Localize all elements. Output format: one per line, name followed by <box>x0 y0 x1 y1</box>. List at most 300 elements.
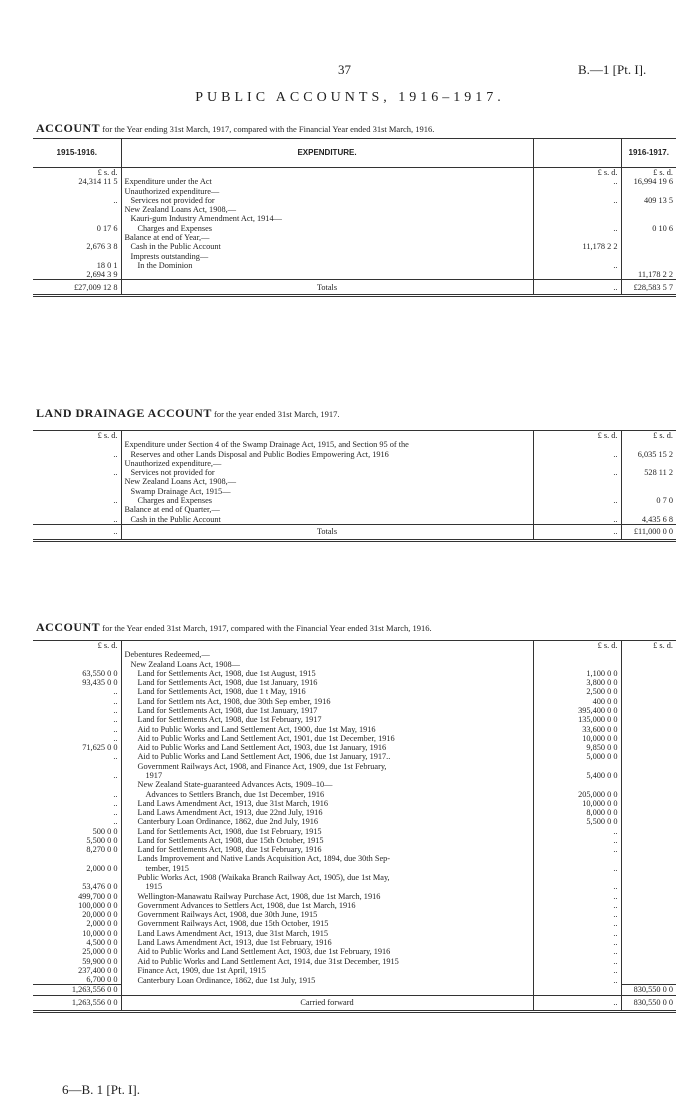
table-row <box>33 252 676 261</box>
table-row <box>33 706 676 715</box>
table-row <box>33 233 676 242</box>
table-row <box>33 817 676 826</box>
table-row <box>33 687 676 696</box>
row-description: Government Railways Act, 1908, and Finance Act, 1909, due 1st February, <box>121 762 533 771</box>
table-row <box>33 515 676 525</box>
amount-current-year <box>621 966 676 975</box>
amount-previous-year <box>33 780 121 789</box>
table-header-row <box>33 139 676 168</box>
amount-current-year <box>621 187 676 196</box>
amount-current-year <box>621 725 676 734</box>
amount-current-year <box>621 715 676 724</box>
land-drainage-heading-bold: LAND DRAINAGE ACCOUNT <box>36 406 212 420</box>
table-row <box>33 725 676 734</box>
table-row <box>33 468 676 477</box>
amount-current-year <box>621 882 676 891</box>
totals-label: Totals <box>121 524 533 540</box>
amount-detail: .. <box>533 864 621 873</box>
row-description: Aid to Public Works and Land Settlement Act, 1914, due 31st December, 1915 <box>121 957 533 966</box>
amount-detail <box>533 650 621 659</box>
row-description: Land Laws Amendment Act, 1913, due 22nd July, 1916 <box>121 808 533 817</box>
total-detail: .. <box>533 524 621 540</box>
amount-previous-year: 1,263,556 0 0 <box>33 985 121 995</box>
amount-detail: 8,000 0 0 <box>533 808 621 817</box>
header-year-left: 1915-1916. <box>33 139 121 168</box>
amount-detail: .. <box>533 468 621 477</box>
row-description: In the Dominion <box>121 261 533 270</box>
amount-current-year <box>621 854 676 863</box>
lsd-label-right: £ s. d. <box>621 431 676 441</box>
row-description: Charges and Expenses <box>121 224 533 233</box>
table-row <box>33 966 676 975</box>
amount-current-year <box>621 650 676 659</box>
amount-previous-year: .. <box>33 697 121 706</box>
totals-row <box>33 280 676 296</box>
amount-current-year: 528 11 2 <box>644 468 673 478</box>
table-row <box>33 771 676 780</box>
header-expenditure: EXPENDITURE. <box>121 139 533 168</box>
table-row <box>33 780 676 789</box>
table-row <box>33 836 676 845</box>
account2-heading-bold: ACCOUNT <box>36 620 101 634</box>
amount-current-year <box>621 687 676 696</box>
amount-current-year <box>621 836 676 845</box>
table-row <box>33 261 676 270</box>
amount-previous-year <box>33 477 121 486</box>
row-description: Land for Settlements Act, 1908, due 1st February, 1915 <box>121 827 533 836</box>
amount-detail: .. <box>533 196 621 205</box>
amount-current-year <box>621 477 676 486</box>
row-description: Land Laws Amendment Act, 1913, due 31st March, 1915 <box>121 929 533 938</box>
amount-current-year <box>621 790 676 799</box>
table-row <box>33 743 676 752</box>
amount-current-year <box>621 975 676 985</box>
row-description: Debentures Redeemed,— <box>121 650 533 659</box>
amount-detail: .. <box>533 496 621 505</box>
account1-heading-rest: for the Year ending 31st March, 1917, compared with the Financial Year ended 31st March, 1916. <box>102 124 435 134</box>
amount-current-year <box>621 901 676 910</box>
amount-detail: 9,850 0 0 <box>533 743 621 752</box>
table-row <box>33 205 676 214</box>
row-description: Land for Settlements Act, 1908, due 1 t May, 1916 <box>121 687 533 696</box>
totals-row <box>33 524 676 540</box>
amount-detail: .. <box>533 910 621 919</box>
row-description: Finance Act, 1909, due 1st April, 1915 <box>121 966 533 975</box>
amount-detail: .. <box>533 966 621 975</box>
table-row <box>33 270 676 280</box>
amount-current-year: 4,435 6 8 <box>641 514 673 524</box>
amount-previous-year: 71,625 0 0 <box>33 743 121 752</box>
table-row <box>33 650 676 659</box>
amount-previous-year: 2,000 0 0 <box>33 919 121 928</box>
amount-previous-year: 2,694 3 9 <box>33 270 121 280</box>
table-row <box>33 177 676 186</box>
lsd-label-mid: £ s. d. <box>533 431 621 441</box>
amount-current-year <box>621 892 676 901</box>
amount-previous-year: 20,000 0 0 <box>33 910 121 919</box>
row-description: New Zealand Loans Act, 1908— <box>121 660 533 669</box>
amount-previous-year: 499,700 0 0 <box>33 892 121 901</box>
amount-previous-year: 2,676 3 8 <box>33 242 121 251</box>
amount-detail: 10,000 0 0 <box>533 799 621 808</box>
amount-detail: .. <box>533 947 621 956</box>
amount-previous-year: .. <box>33 752 121 761</box>
amount-detail: .. <box>533 901 621 910</box>
table-row <box>33 697 676 706</box>
amount-detail <box>533 873 621 882</box>
amount-current-year <box>621 864 676 873</box>
amount-previous-year <box>33 252 121 261</box>
amount-detail <box>533 854 621 863</box>
amount-detail: .. <box>533 261 621 270</box>
row-description: Land for Settlem nts Act, 1908, due 30th Sep ember, 1916 <box>121 697 533 706</box>
amount-current-year <box>621 799 676 808</box>
lsd-header-row <box>33 641 676 651</box>
amount-previous-year <box>33 660 121 669</box>
amount-previous-year: .. <box>33 196 121 205</box>
amount-detail: 33,600 0 0 <box>533 725 621 734</box>
lsd-label-right: £ s. d. <box>653 168 673 177</box>
amount-previous-year: 0 17 6 <box>33 224 121 233</box>
account2-heading-rest: for the Year ended 31st March, 1917, compared with the Financial Year ended 31st March, 1916. <box>102 623 432 633</box>
amount-current-year <box>621 697 676 706</box>
amount-detail: .. <box>533 515 621 525</box>
row-description: Balance at end of Quarter,— <box>121 505 533 514</box>
row-description <box>121 985 533 995</box>
amount-previous-year <box>33 854 121 863</box>
amount-previous-year: 18 0 1 <box>33 261 121 270</box>
amount-current-year <box>621 845 676 854</box>
amount-detail <box>533 205 621 214</box>
amount-previous-year: .. <box>33 515 121 525</box>
amount-current-year <box>621 660 676 669</box>
table-row <box>33 660 676 669</box>
table-row <box>33 892 676 901</box>
totals-label: Totals <box>121 280 533 296</box>
amount-current-year <box>621 919 676 928</box>
account1-heading <box>36 121 434 136</box>
row-description: Land for Settlements Act, 1908, due 1st January, 1917 <box>121 706 533 715</box>
account1-table <box>33 138 676 297</box>
amount-detail <box>533 780 621 789</box>
row-description: Swamp Drainage Act, 1915— <box>121 487 533 496</box>
amount-previous-year: 5,500 0 0 <box>33 836 121 845</box>
total-previous-year: .. <box>33 524 121 540</box>
table-row <box>33 505 676 514</box>
amount-detail <box>533 270 621 280</box>
page-title: PUBLIC ACCOUNTS, 1916–1917. <box>195 90 505 105</box>
table-row <box>33 440 676 449</box>
row-description: Reserves and other Lands Disposal and Public Bodies Empowering Act, 1916 <box>121 450 533 459</box>
row-description: Unauthorized expenditure,— <box>121 459 533 468</box>
amount-previous-year: .. <box>33 450 121 459</box>
table-row <box>33 790 676 799</box>
row-description: New Zealand Loans Act, 1908,— <box>121 477 533 486</box>
row-description: Wellington-Manawatu Railway Purchase Act, 1908, due 1st March, 1916 <box>121 892 533 901</box>
table-row <box>33 910 676 919</box>
amount-current-year <box>621 242 676 251</box>
row-description: Aid to Public Works and Land Settlement Act, 1906, due 1st January, 1917.. <box>121 752 533 761</box>
amount-detail: 205,000 0 0 <box>533 790 621 799</box>
amount-current-year <box>621 734 676 743</box>
row-description: 1917 <box>121 771 533 780</box>
table-row <box>33 224 676 233</box>
amount-current-year <box>621 678 676 687</box>
amount-previous-year: 237,400 0 0 <box>33 966 121 975</box>
account2-table <box>33 640 676 1013</box>
amount-previous-year <box>33 650 121 659</box>
amount-detail <box>533 214 621 223</box>
amount-current-year <box>621 808 676 817</box>
row-description: Land for Settlements Act, 1908, due 1st February, 1917 <box>121 715 533 724</box>
amount-detail: .. <box>533 827 621 836</box>
amount-current-year <box>621 440 676 449</box>
table-row <box>33 214 676 223</box>
amount-previous-year: 53,476 0 0 <box>33 882 121 891</box>
row-description: Kauri-gum Industry Amendment Act, 1914— <box>121 214 533 223</box>
amount-current-year <box>621 261 676 270</box>
amount-current-year <box>621 505 676 514</box>
header-blank <box>533 139 621 168</box>
amount-detail: 10,000 0 0 <box>533 734 621 743</box>
amount-previous-year <box>33 233 121 242</box>
row-description: Canterbury Loan Ordinance, 1862, due 2nd July, 1916 <box>121 817 533 826</box>
amount-current-year: 6,035 15 2 <box>637 449 673 459</box>
amount-previous-year: .. <box>33 725 121 734</box>
table-row <box>33 929 676 938</box>
amount-detail: 3,800 0 0 <box>533 678 621 687</box>
lsd-label-left: £ s. d. <box>33 168 121 178</box>
amount-current-year <box>621 669 676 678</box>
amount-detail: 5,400 0 0 <box>533 771 621 780</box>
row-description: New Zealand Loans Act, 1908,— <box>121 205 533 214</box>
row-description: Aid to Public Works and Land Settlement Act, 1900, due 1st May, 1916 <box>121 725 533 734</box>
amount-previous-year <box>33 873 121 882</box>
amount-previous-year <box>33 440 121 449</box>
total-current-year: £11,000 0 0 <box>621 524 676 540</box>
table-row <box>33 734 676 743</box>
amount-previous-year: .. <box>33 790 121 799</box>
amount-detail: .. <box>533 892 621 901</box>
table-row <box>33 854 676 863</box>
amount-current-year <box>621 487 676 496</box>
table-row <box>33 242 676 251</box>
header-year-right: 1916-1917. <box>621 139 676 168</box>
amount-detail <box>533 762 621 771</box>
table-row <box>33 477 676 486</box>
amount-current-year <box>621 873 676 882</box>
page-footer: 6—B. 1 [Pt. I]. <box>62 1082 140 1097</box>
amount-current-year <box>621 762 676 771</box>
amount-previous-year: .. <box>33 687 121 696</box>
table-row <box>33 845 676 854</box>
lsd-label-mid: £ s. d. <box>533 168 621 178</box>
totals-row <box>33 995 676 1011</box>
amount-detail <box>533 487 621 496</box>
amount-current-year: 16,994 19 6 <box>633 177 673 187</box>
table-row <box>33 487 676 496</box>
amount-previous-year: 25,000 0 0 <box>33 947 121 956</box>
amount-previous-year: .. <box>33 817 121 826</box>
row-description: Expenditure under Section 4 of the Swamp Drainage Act, 1915, and Section 95 of the <box>121 440 533 449</box>
total-current-year: 830,550 0 0 <box>621 995 676 1011</box>
amount-detail: 395,400 0 0 <box>533 706 621 715</box>
row-description: Charges and Expenses <box>121 496 533 505</box>
amount-previous-year: 24,314 11 5 <box>33 177 121 186</box>
amount-detail: .. <box>533 929 621 938</box>
amount-current-year: 409 13 5 <box>643 195 673 205</box>
row-description: Imprests outstanding— <box>121 252 533 261</box>
amount-current-year <box>621 752 676 761</box>
table-row <box>33 957 676 966</box>
amount-current-year <box>621 214 676 223</box>
amount-detail: .. <box>533 845 621 854</box>
amount-detail: 5,000 0 0 <box>533 752 621 761</box>
table-row <box>33 450 676 459</box>
amount-current-year <box>621 252 676 261</box>
amount-current-year <box>621 459 676 468</box>
amount-current-year <box>621 743 676 752</box>
amount-current-year <box>621 929 676 938</box>
row-description: Government Railways Act, 1908, due 15th October, 1915 <box>121 919 533 928</box>
amount-previous-year: 93,435 0 0 <box>33 678 121 687</box>
amount-detail: 11,178 2 2 <box>533 242 621 251</box>
amount-previous-year: .. <box>33 496 121 505</box>
table-row <box>33 799 676 808</box>
amount-detail: 1,100 0 0 <box>533 669 621 678</box>
amount-detail <box>533 233 621 242</box>
amount-current-year <box>621 706 676 715</box>
amount-detail <box>533 252 621 261</box>
amount-current-year <box>621 947 676 956</box>
row-description: Land for Settlements Act, 1908, due 1st February, 1916 <box>121 845 533 854</box>
amount-detail <box>533 505 621 514</box>
table-row <box>33 196 676 205</box>
table-row <box>33 752 676 761</box>
amount-detail: .. <box>533 177 621 186</box>
row-description: 1915 <box>121 882 533 891</box>
lsd-label-right: £ s. d. <box>621 641 676 651</box>
lsd-label-left: £ s. d. <box>33 431 121 441</box>
amount-detail <box>533 985 621 995</box>
amount-detail: 2,500 0 0 <box>533 687 621 696</box>
row-description: Land for Settlements Act, 1908, due 15th October, 1915 <box>121 836 533 845</box>
total-detail: .. <box>533 280 621 296</box>
amount-detail: .. <box>533 450 621 459</box>
amount-previous-year <box>33 762 121 771</box>
lsd-label-mid: £ s. d. <box>533 641 621 651</box>
amount-previous-year: .. <box>33 734 121 743</box>
amount-current-year <box>621 957 676 966</box>
amount-previous-year: .. <box>33 799 121 808</box>
amount-previous-year: .. <box>33 808 121 817</box>
row-description: tember, 1915 <box>121 864 533 873</box>
amount-current-year <box>621 827 676 836</box>
table-row <box>33 947 676 956</box>
amount-previous-year: 8,270 0 0 <box>33 845 121 854</box>
total-previous-year: 1,263,556 0 0 <box>33 995 121 1011</box>
row-description: Land Laws Amendment Act, 1913, due 1st February, 1916 <box>121 938 533 947</box>
table-row <box>33 938 676 947</box>
totals-label: Carried forward <box>121 995 533 1011</box>
amount-previous-year <box>33 214 121 223</box>
table-row <box>33 864 676 873</box>
amount-detail: .. <box>533 938 621 947</box>
amount-previous-year <box>33 459 121 468</box>
row-description: Lands Improvement and Native Lands Acquisition Act, 1894, due 30th Sep- <box>121 854 533 863</box>
amount-previous-year: 100,000 0 0 <box>33 901 121 910</box>
amount-current-year <box>621 780 676 789</box>
amount-detail <box>533 477 621 486</box>
amount-previous-year: .. <box>33 706 121 715</box>
amount-previous-year <box>33 205 121 214</box>
amount-current-year <box>621 938 676 947</box>
amount-previous-year: 500 0 0 <box>33 827 121 836</box>
amount-current-year <box>621 817 676 826</box>
table-row <box>33 496 676 505</box>
lsd-blank <box>121 431 533 441</box>
land-drainage-heading <box>36 406 340 421</box>
table-row <box>33 808 676 817</box>
total-previous-year: £27,009 12 8 <box>33 280 121 296</box>
account1-heading-bold: ACCOUNT <box>36 121 101 135</box>
row-description: Aid to Public Works and Land Settlement Act, 1901, due 1st December, 1916 <box>121 734 533 743</box>
amount-current-year: 0 7 0 <box>656 495 673 505</box>
table-row <box>33 827 676 836</box>
table-row <box>33 187 676 196</box>
row-description: Aid to Public Works and Land Settlement Act, 1903, due 1st February, 1916 <box>121 947 533 956</box>
table-row <box>33 715 676 724</box>
table-row <box>33 985 676 995</box>
lsd-header-row <box>33 431 676 441</box>
table-row <box>33 459 676 468</box>
row-description: Canterbury Loan Ordinance, 1862, due 1st July, 1915 <box>121 975 533 985</box>
row-description: Aid to Public Works and Land Settlement Act, 1903, due 1st January, 1916 <box>121 743 533 752</box>
amount-current-year: 11,178 2 2 <box>638 270 673 280</box>
amount-detail <box>533 187 621 196</box>
row-description: Advances to Settlers Branch, due 1st December, 1916 <box>121 790 533 799</box>
amount-previous-year: 10,000 0 0 <box>33 929 121 938</box>
amount-previous-year <box>33 505 121 514</box>
total-current-year: £28,583 5 7 <box>621 280 676 296</box>
table-row <box>33 919 676 928</box>
amount-previous-year: 4,500 0 0 <box>33 938 121 947</box>
page-number: 37 <box>338 62 351 77</box>
amount-detail: 135,000 0 0 <box>533 715 621 724</box>
amount-previous-year: .. <box>33 771 121 780</box>
lsd-label-left: £ s. d. <box>33 641 121 651</box>
amount-previous-year: 59,900 0 0 <box>33 957 121 966</box>
row-description: Cash in the Public Account <box>121 515 533 525</box>
table-row <box>33 678 676 687</box>
amount-detail: .. <box>533 919 621 928</box>
table-row <box>33 762 676 771</box>
row-description: Land for Settlements Act, 1908, due 1st January, 1916 <box>121 678 533 687</box>
amount-current-year: 0 10 6 <box>652 223 673 233</box>
amount-detail: .. <box>533 975 621 985</box>
amount-detail: .. <box>533 836 621 845</box>
amount-current-year <box>621 771 676 780</box>
lsd-blank <box>121 641 533 651</box>
row-description: Government Railways Act, 1908, due 30th June, 1915 <box>121 910 533 919</box>
row-description: Services not provided for <box>121 468 533 477</box>
row-description <box>121 270 533 280</box>
amount-previous-year <box>33 187 121 196</box>
row-description: Cash in the Public Account <box>121 242 533 251</box>
amount-detail <box>533 459 621 468</box>
table-row <box>33 873 676 882</box>
row-description: Balance at end of Year,— <box>121 233 533 242</box>
